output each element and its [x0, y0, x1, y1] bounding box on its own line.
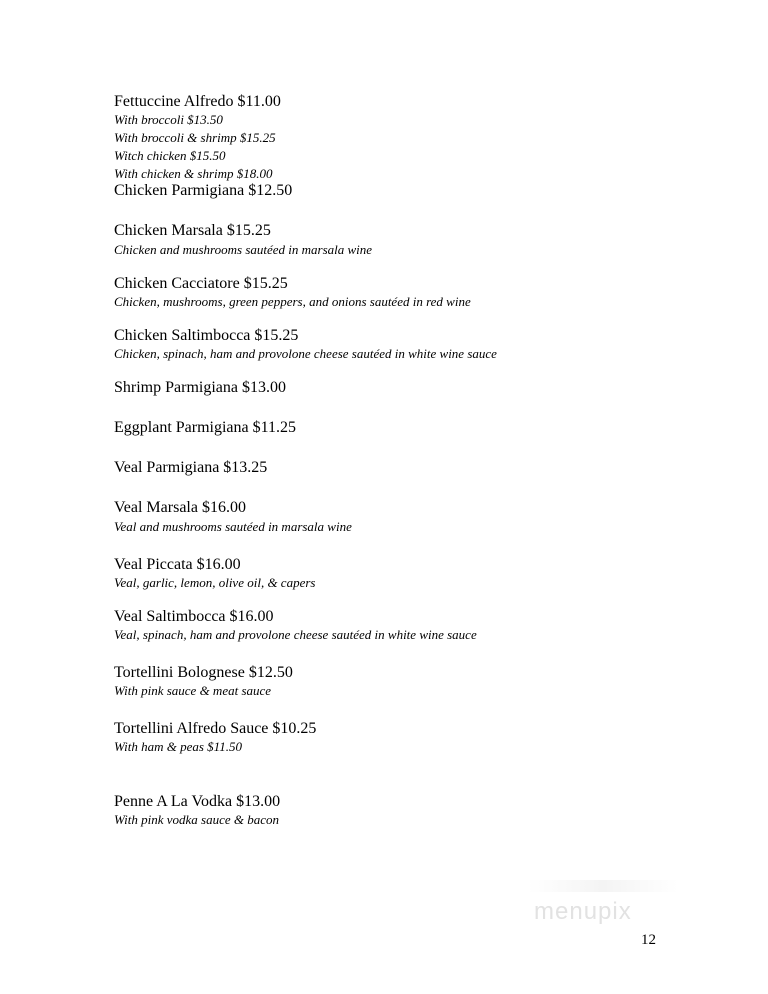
menu-item-description: Veal, garlic, lemon, olive oil, & capers: [114, 575, 316, 590]
menu-item-tortellini-alfredo: Tortellini Alfredo Sauce $10.25: [114, 720, 317, 737]
menu-option: With chicken & shrimp $18.00: [114, 166, 273, 181]
menu-item-description: Veal, spinach, ham and provolone cheese sautéed in white wine sauce: [114, 627, 477, 642]
menu-item-chicken-parmigiana: Chicken Parmigiana $12.50: [114, 182, 293, 199]
menu-item-description: With pink vodka sauce & bacon: [114, 812, 279, 827]
menu-item-tortellini-bolognese: Tortellini Bolognese $12.50: [114, 664, 293, 681]
menu-item-description: Veal and mushrooms sautéed in marsala wine: [114, 519, 352, 534]
menu-item-description: With ham & peas $11.50: [114, 739, 242, 754]
menu-item-veal-marsala: Veal Marsala $16.00: [114, 499, 246, 516]
menu-item-eggplant-parmigiana: Eggplant Parmigiana $11.25: [114, 419, 297, 436]
menu-item-veal-parmigiana: Veal Parmigiana $13.25: [114, 459, 268, 476]
menu-item-description: Chicken and mushrooms sautéed in marsala wine: [114, 242, 373, 257]
menu-item-shrimp-parmigiana: Shrimp Parmigiana $13.00: [114, 379, 286, 396]
menu-item-penne-vodka: Penne A La Vodka $13.00: [114, 793, 281, 810]
menu-option: Witch chicken $15.50: [114, 148, 226, 163]
menu-item-veal-saltimbocca: Veal Saltimbocca $16.00: [114, 608, 274, 625]
menu-item-chicken-cacciatore: Chicken Cacciatore $15.25: [114, 275, 288, 292]
menu-item-veal-piccata: Veal Piccata $16.00: [114, 556, 241, 573]
menu-item-description: With pink sauce & meat sauce: [114, 683, 272, 698]
menu-option: With broccoli $13.50: [114, 112, 223, 127]
menupix-watermark: menupix: [534, 898, 632, 925]
menu-item-chicken-marsala: Chicken Marsala $15.25: [114, 222, 271, 239]
page-number: 12: [641, 932, 656, 948]
menu-item-description: Chicken, mushrooms, green peppers, and onions sautéed in red wine: [114, 294, 471, 309]
menu-item-fettuccine-alfredo: Fettuccine Alfredo $11.00: [114, 93, 281, 110]
menu-item-description: Chicken, spinach, ham and provolone cheese sautéed in white wine sauce: [114, 346, 497, 361]
menu-option: With broccoli & shrimp $15.25: [114, 130, 276, 145]
menu-item-chicken-saltimbocca: Chicken Saltimbocca $15.25: [114, 327, 299, 344]
watermark-shade: [528, 880, 678, 892]
